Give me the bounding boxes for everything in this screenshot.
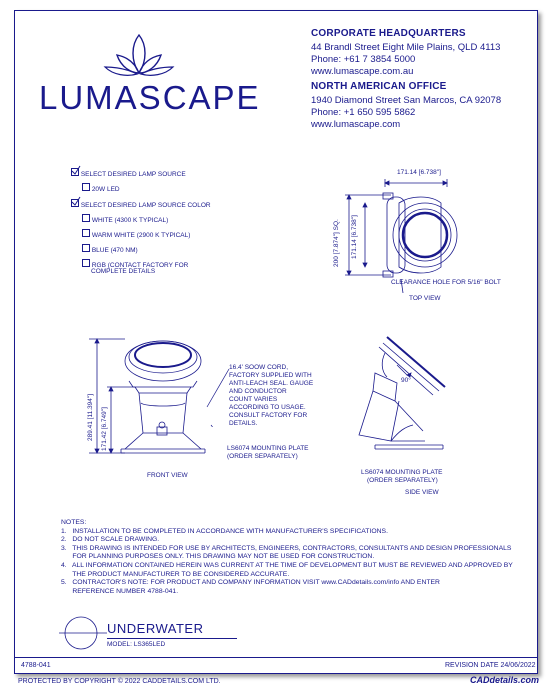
cord-note-line: CONSULT FACTORY FOR — [229, 412, 308, 419]
option-lamp-source[interactable] — [71, 168, 186, 179]
checkbox-checked[interactable] — [71, 168, 79, 176]
option-rgb-label: RGB (CONTACT FACTORY FOR — [91, 262, 189, 269]
option-lamp-color[interactable] — [71, 199, 211, 210]
cord-note-line: COUNT VARIES — [229, 396, 278, 403]
checkbox[interactable] — [82, 214, 90, 222]
checkbox[interactable] — [82, 244, 90, 252]
top-view-height-sq-dim: 200 [7.874"] SQ. — [333, 219, 340, 267]
front-view-cord-note — [229, 364, 313, 428]
corporate-address: 44 Brandl Street Eight Mile Plains, QLD 4113 — [311, 42, 501, 53]
brand-wordmark: LUMASCAPE — [39, 79, 261, 116]
checkbox[interactable] — [82, 183, 90, 191]
na-office-address: 1940 Diamond Street San Marcos, CA 92078 — [311, 95, 502, 106]
top-view-width-dim: 171.14 [6.738"] — [397, 169, 441, 176]
option-blue[interactable] — [82, 244, 138, 255]
checkbox[interactable] — [82, 259, 90, 267]
front-view-plate-note-line2: (ORDER SEPARATELY) — [227, 453, 298, 460]
notes-section — [61, 519, 513, 596]
top-view-clearance-note: CLEARANCE HOLE FOR 5/16" BOLT — [391, 279, 501, 286]
notes-heading: NOTES: — [61, 519, 87, 526]
note-item: 3. THIS DRAWING IS INTENDED FOR USE BY ARCHITECTS, ENGINEERS, CONTRACTORS, CONSULTANTS AND DESIGN PROFESSIONALS — [61, 544, 512, 552]
note-item: THE PRODUCT MANUFACTURER TO BE CONSIDERED ACCURATE. — [61, 570, 290, 578]
corporate-phone: Phone: +61 7 3854 5000 — [311, 54, 416, 65]
title-circle-symbol — [59, 615, 107, 651]
cord-note-line: AND CONDUCTOR — [229, 388, 287, 395]
side-view-plate-note-line2: (ORDER SEPARATELY) — [367, 477, 438, 484]
option-20w-led[interactable] — [82, 183, 120, 194]
option-white[interactable] — [82, 214, 168, 225]
note-item: 4. ALL INFORMATION CONTAINED HEREIN WAS CURRENT AT THE TIME OF DEVELOPMENT BUT MUST BE REVIEWED AND APPROVED BY — [61, 561, 513, 569]
note-item: FOR PLANNING PURPOSES ONLY. THIS DRAWING MAY NOT BE USED FOR CONSTRUCTION. — [61, 553, 375, 561]
checkbox[interactable] — [82, 229, 90, 237]
reference-number: 4788-041 — [21, 662, 51, 669]
option-warm-white[interactable] — [82, 229, 190, 240]
checkbox-checked[interactable] — [71, 199, 79, 207]
side-view-angle: 90° — [401, 377, 411, 384]
option-blue-label: BLUE (470 NM) — [91, 247, 138, 254]
side-view-plate-note-line1: LS6074 MOUNTING PLATE — [361, 469, 443, 476]
front-view-total-height-dim: 289.41 [11.394"] — [87, 393, 94, 441]
na-office-title: NORTH AMERICAN OFFICE — [311, 81, 447, 92]
top-view-label: TOP VIEW — [409, 295, 441, 302]
note-item: 2. DO NOT SCALE DRAWING. — [61, 536, 160, 544]
top-view-height-dim: 171.14 [6.738"] — [351, 215, 358, 259]
note-item: REFERENCE NUMBER 4788-041. — [61, 587, 179, 595]
copyright-notice: PROTECTED BY COPYRIGHT © 2022 CADDETAILS.COM LTD. — [18, 678, 221, 685]
front-view-body-height-dim: 171.42 [6.749"] — [101, 407, 108, 451]
na-office-web[interactable]: www.lumascape.com — [311, 119, 401, 130]
revision-date: REVISION DATE 24/06/2022 — [445, 662, 536, 669]
drawing-title: UNDERWATER — [107, 621, 204, 636]
cord-note-line: FACTORY SUPPLIED WITH — [229, 372, 312, 379]
option-lamp-source-label: SELECT DESIRED LAMP SOURCE — [80, 171, 186, 178]
front-view-label: FRONT VIEW — [147, 472, 188, 479]
option-lamp-color-label: SELECT DESIRED LAMP SOURCE COLOR — [80, 202, 211, 209]
side-view-drawing — [335, 331, 455, 461]
top-view-drawing — [341, 167, 461, 297]
note-item: 5. CONTRACTOR'S NOTE: FOR PRODUCT AND COMPANY INFORMATION VISIT www.CADdetails.com/info AND ENTER — [61, 579, 440, 587]
option-white-label: WHITE (4300 K TYPICAL) — [91, 217, 169, 224]
cord-note-line: ACCORDING TO USAGE. — [229, 404, 306, 411]
front-view-plate-note-line1: LS6074 MOUNTING PLATE — [227, 445, 309, 452]
corporate-web[interactable]: www.lumascape.com.au — [311, 66, 414, 77]
na-office-phone: Phone: +1 650 595 5862 — [311, 107, 416, 118]
model-number: MODEL: LS365LED — [107, 641, 166, 648]
cord-note-line: 16.4' SOOW CORD, — [229, 364, 289, 371]
cord-note-line: DETAILS. — [229, 420, 258, 427]
footer-divider — [15, 657, 537, 658]
drawing-sheet — [14, 10, 538, 674]
note-item: 1. INSTALLATION TO BE COMPLETED IN ACCORDANCE WITH MANUFACTURER'S SPECIFICATIONS. — [61, 527, 388, 535]
option-warm-white-label: WARM WHITE (2900 K TYPICAL) — [91, 232, 191, 239]
caddetails-logo[interactable]: CADdetails.com — [470, 675, 540, 685]
side-view-label: SIDE VIEW — [405, 489, 439, 496]
option-rgb-label-line2: COMPLETE DETAILS — [91, 268, 156, 275]
title-underline — [107, 638, 237, 639]
corporate-title: CORPORATE HEADQUARTERS — [311, 28, 466, 39]
cord-note-line: ANTI-LEACH SEAL. GAUGE — [229, 380, 314, 387]
lumascape-lotus-logo — [103, 31, 175, 81]
option-20w-led-label: 20W LED — [91, 186, 120, 193]
